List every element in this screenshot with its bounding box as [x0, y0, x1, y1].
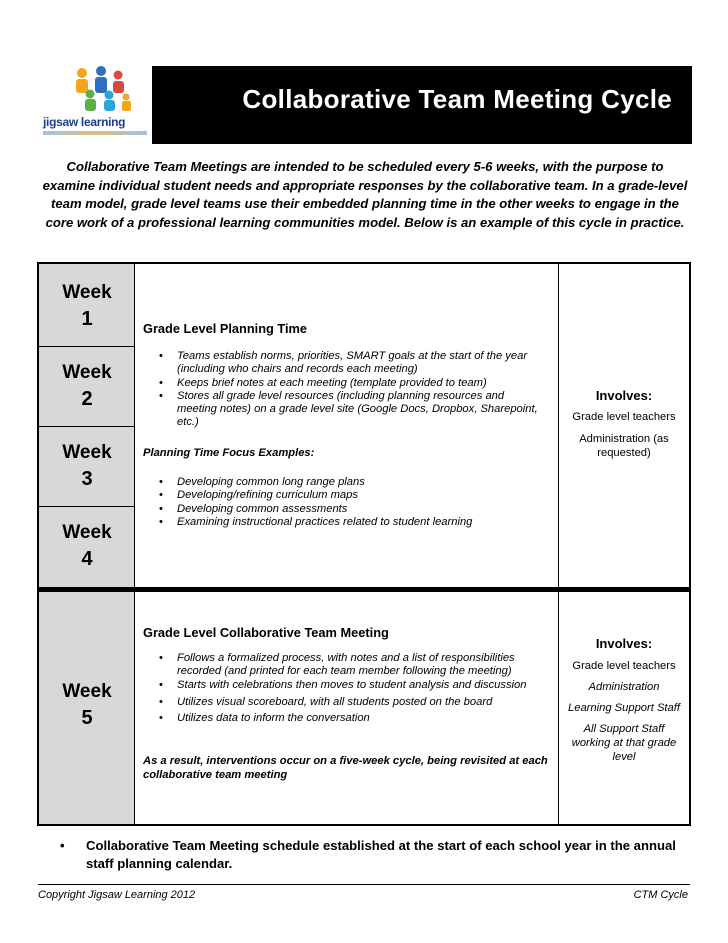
week-2-label: Week 2: [62, 362, 112, 410]
footer-divider: [38, 884, 690, 885]
list-item: • Stores all grade level resources (including planning resources and meeting notes) on a grade level site (Google Docs, Dropbox, Sharepoint, etc.): [155, 390, 545, 430]
involves-item: Grade level teachers: [572, 411, 676, 423]
involves-heading: Involves:: [595, 636, 653, 651]
involves-item: All Support Staff working at that grade level: [571, 723, 677, 763]
involves-heading: Involves:: [595, 388, 653, 403]
involves-item: Administration (as requested): [579, 433, 669, 459]
jigsaw-learning-logo: [40, 64, 152, 144]
logo-wordmark: jigsaw learning: [43, 115, 126, 129]
meeting-row: [39, 589, 689, 824]
week-4-label: Week 4: [62, 522, 112, 570]
list-item: • Developing common assessments: [155, 503, 545, 516]
week-5-column: [39, 592, 135, 824]
planning-title: Grade Level Planning Time: [143, 321, 308, 336]
planning-involves-column: [559, 264, 689, 587]
meeting-details-column: [135, 592, 559, 824]
week-divider: [39, 426, 135, 427]
involves-item: Administration: [588, 681, 660, 693]
schedule-note: • Collaborative Team Meeting schedule established at the start of each school year in the annual staff planning calendar.: [60, 838, 676, 871]
list-item: • Starts with celebrations then moves to student analysis and discussion: [155, 679, 545, 692]
people-puzzle-icon: [68, 64, 138, 114]
meeting-bullet-list: [155, 652, 545, 725]
focus-bullet-list: [155, 476, 545, 529]
list-item: • Teams establish norms, priorities, SMART goals at the start of the year (including who chairs and records each meeting): [155, 350, 545, 377]
footer-doc-name: CTM Cycle: [633, 889, 688, 901]
planning-details-column: [135, 264, 559, 587]
bullet-icon: •: [60, 838, 65, 853]
cycle-table: [37, 262, 691, 826]
week-divider: [39, 346, 135, 347]
list-item: • Utilizes data to inform the conversation: [155, 712, 545, 725]
intro-paragraph: Collaborative Team Meetings are intended to be scheduled every 5-6 weeks, with the purpose to examine individual student needs and appropriate responses by the collaborative team. In a grade-level team model, grade level teams use their embedded planning time in the other weeks to engage in the core work of a professional learning communities model. Below is an example of this cycle in practice.: [42, 159, 688, 231]
planning-row: [39, 264, 689, 589]
weeks-1-4-column: [39, 264, 135, 587]
meeting-result-note: As a result, interventions occur on a five-week cycle, being revisited at each collaborative team meeting: [143, 755, 548, 781]
week-divider: [39, 506, 135, 507]
list-item: • Examining instructional practices related to student learning: [155, 516, 545, 529]
meeting-title: Grade Level Collaborative Team Meeting: [143, 625, 389, 640]
focus-examples-title: Planning Time Focus Examples:: [143, 447, 315, 459]
list-item: • Utilizes visual scoreboard, with all students posted on the board: [155, 696, 545, 709]
involves-item: Grade level teachers: [572, 660, 676, 672]
logo-tagline-graphic: [43, 131, 147, 135]
week-3-label: Week 3: [62, 442, 112, 490]
list-item: • Keeps brief notes at each meeting (template provided to team): [155, 377, 545, 390]
list-item: • Follows a formalized process, with notes and a list of responsibilities recorded (and printed for each team member following the meeting): [155, 652, 545, 679]
footer-copyright: Copyright Jigsaw Learning 2012: [38, 889, 196, 901]
involves-item: Learning Support Staff: [568, 702, 680, 714]
planning-bullet-list: [155, 350, 545, 430]
list-item: • Developing common long range plans: [155, 476, 545, 489]
page-title: Collaborative Team Meeting Cycle: [242, 84, 672, 114]
week-5-label: Week 5: [62, 681, 112, 729]
list-item: • Developing/refining curriculum maps: [155, 489, 545, 502]
meeting-involves-column: [559, 592, 689, 824]
week-1-label: Week 1: [62, 282, 112, 330]
